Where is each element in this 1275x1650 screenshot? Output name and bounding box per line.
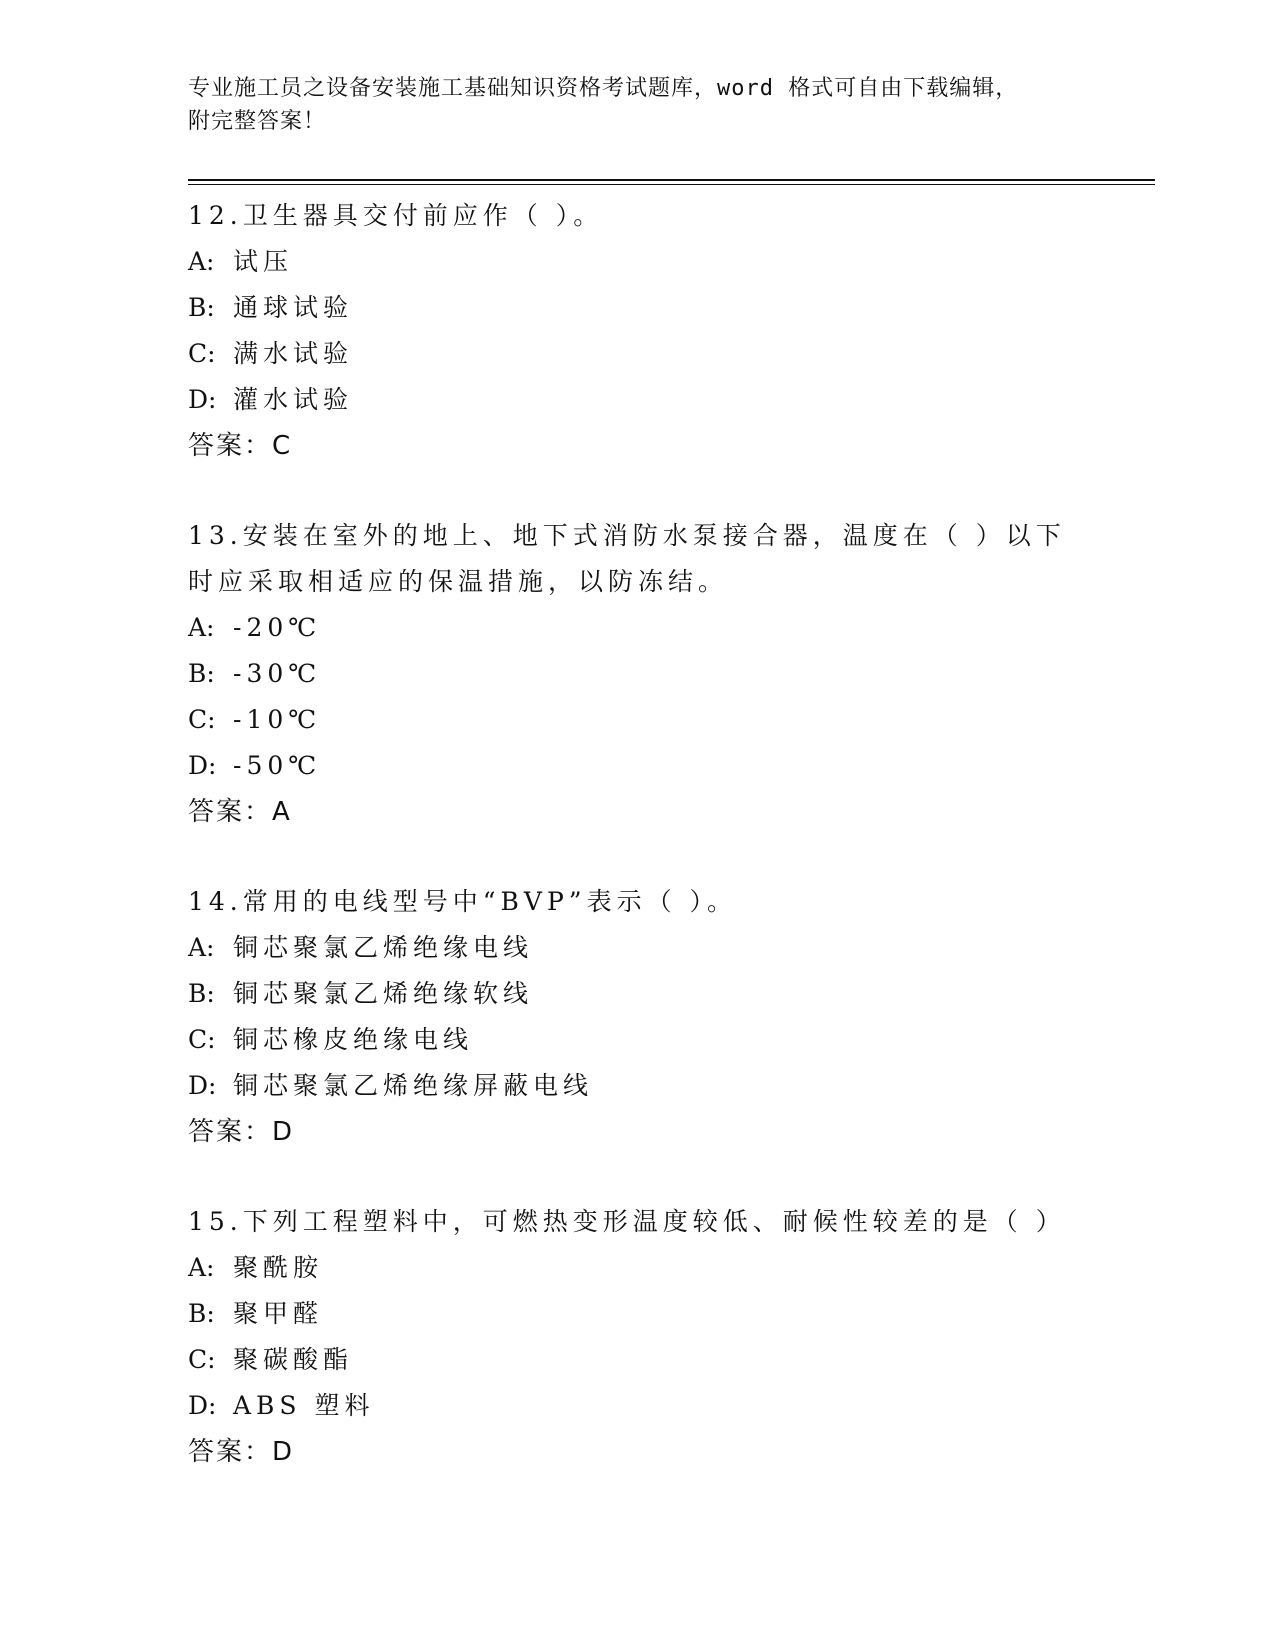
option-c [188,1017,1088,1063]
option-letter: D: [188,1071,217,1100]
question-13 [188,513,1088,835]
option-text: 铜芯聚氯乙烯绝缘电线 [233,933,534,962]
option-b [188,285,1088,331]
option-text: 满水试验 [233,339,354,368]
option-letter: C: [188,1345,216,1374]
question-stem: 13.安装在室外的地上、地下式消防水泵接合器，温度在（ ）以下时应采取相适应的保温措施，以防冻结。 [188,521,1066,596]
option-letter: C: [188,339,216,368]
option-letter: A: [188,1253,215,1282]
question-list [188,193,1088,1519]
option-d [188,1063,1088,1109]
answer-line: 答案：A [188,797,292,827]
option-a [188,605,1088,651]
header-line-2: 附完整答案！ [188,109,327,134]
option-text: 铜芯橡皮绝缘电线 [233,1025,474,1054]
question-stem: 14.常用的电线型号中“BVP”表示（ ）。 [188,887,738,916]
option-text: 聚碳酸酯 [233,1345,354,1374]
option-text: -30℃ [233,659,322,688]
option-letter: B: [188,659,215,688]
option-text: -10℃ [233,705,322,734]
option-letter: D: [188,385,217,414]
option-letter: C: [188,1025,216,1054]
option-letter: A: [188,247,215,276]
option-text: 试压 [233,247,294,276]
question-14 [188,879,1088,1155]
option-text: ABS 塑料 [233,1391,375,1420]
option-c [188,331,1088,377]
option-text: -50℃ [233,751,322,780]
option-b [188,971,1088,1017]
header-line-1: 专业施工员之设备安装施工基础知识资格考试题库，word 格式可自由下载编辑， [188,76,1019,101]
answer-line: 答案：D [188,1117,295,1147]
option-a [188,925,1088,971]
option-letter: B: [188,979,215,1008]
option-letter: C: [188,705,216,734]
option-text: -20℃ [233,613,322,642]
header-divider-thick [188,179,1155,181]
option-c [188,697,1088,743]
option-letter: A: [188,613,215,642]
option-letter: B: [188,1299,215,1328]
option-letter: B: [188,293,215,322]
option-d [188,1383,1088,1429]
option-letter: D: [188,751,217,780]
header-divider-thin [188,184,1155,185]
answer-line: 答案：C [188,431,293,461]
document-header [188,72,1088,138]
option-text: 聚酰胺 [233,1253,324,1282]
question-stem: 15.下列工程塑料中，可燃热变形温度较低、耐候性较差的是（ ） [188,1207,1066,1236]
option-letter: A: [188,933,215,962]
option-d [188,743,1088,789]
option-text: 通球试验 [233,293,354,322]
question-12 [188,193,1088,469]
option-letter: D: [188,1391,217,1420]
option-text: 铜芯聚氯乙烯绝缘软线 [233,979,534,1008]
option-text: 铜芯聚氯乙烯绝缘屏蔽电线 [233,1071,594,1100]
option-b [188,651,1088,697]
answer-line: 答案：D [188,1437,295,1467]
question-stem: 12.卫生器具交付前应作（ ）。 [188,201,604,230]
question-15 [188,1199,1088,1475]
option-text: 灌水试验 [233,385,354,414]
option-c [188,1337,1088,1383]
option-a [188,1245,1088,1291]
option-text: 聚甲醛 [233,1299,324,1328]
option-a [188,239,1088,285]
option-b [188,1291,1088,1337]
option-d [188,377,1088,423]
